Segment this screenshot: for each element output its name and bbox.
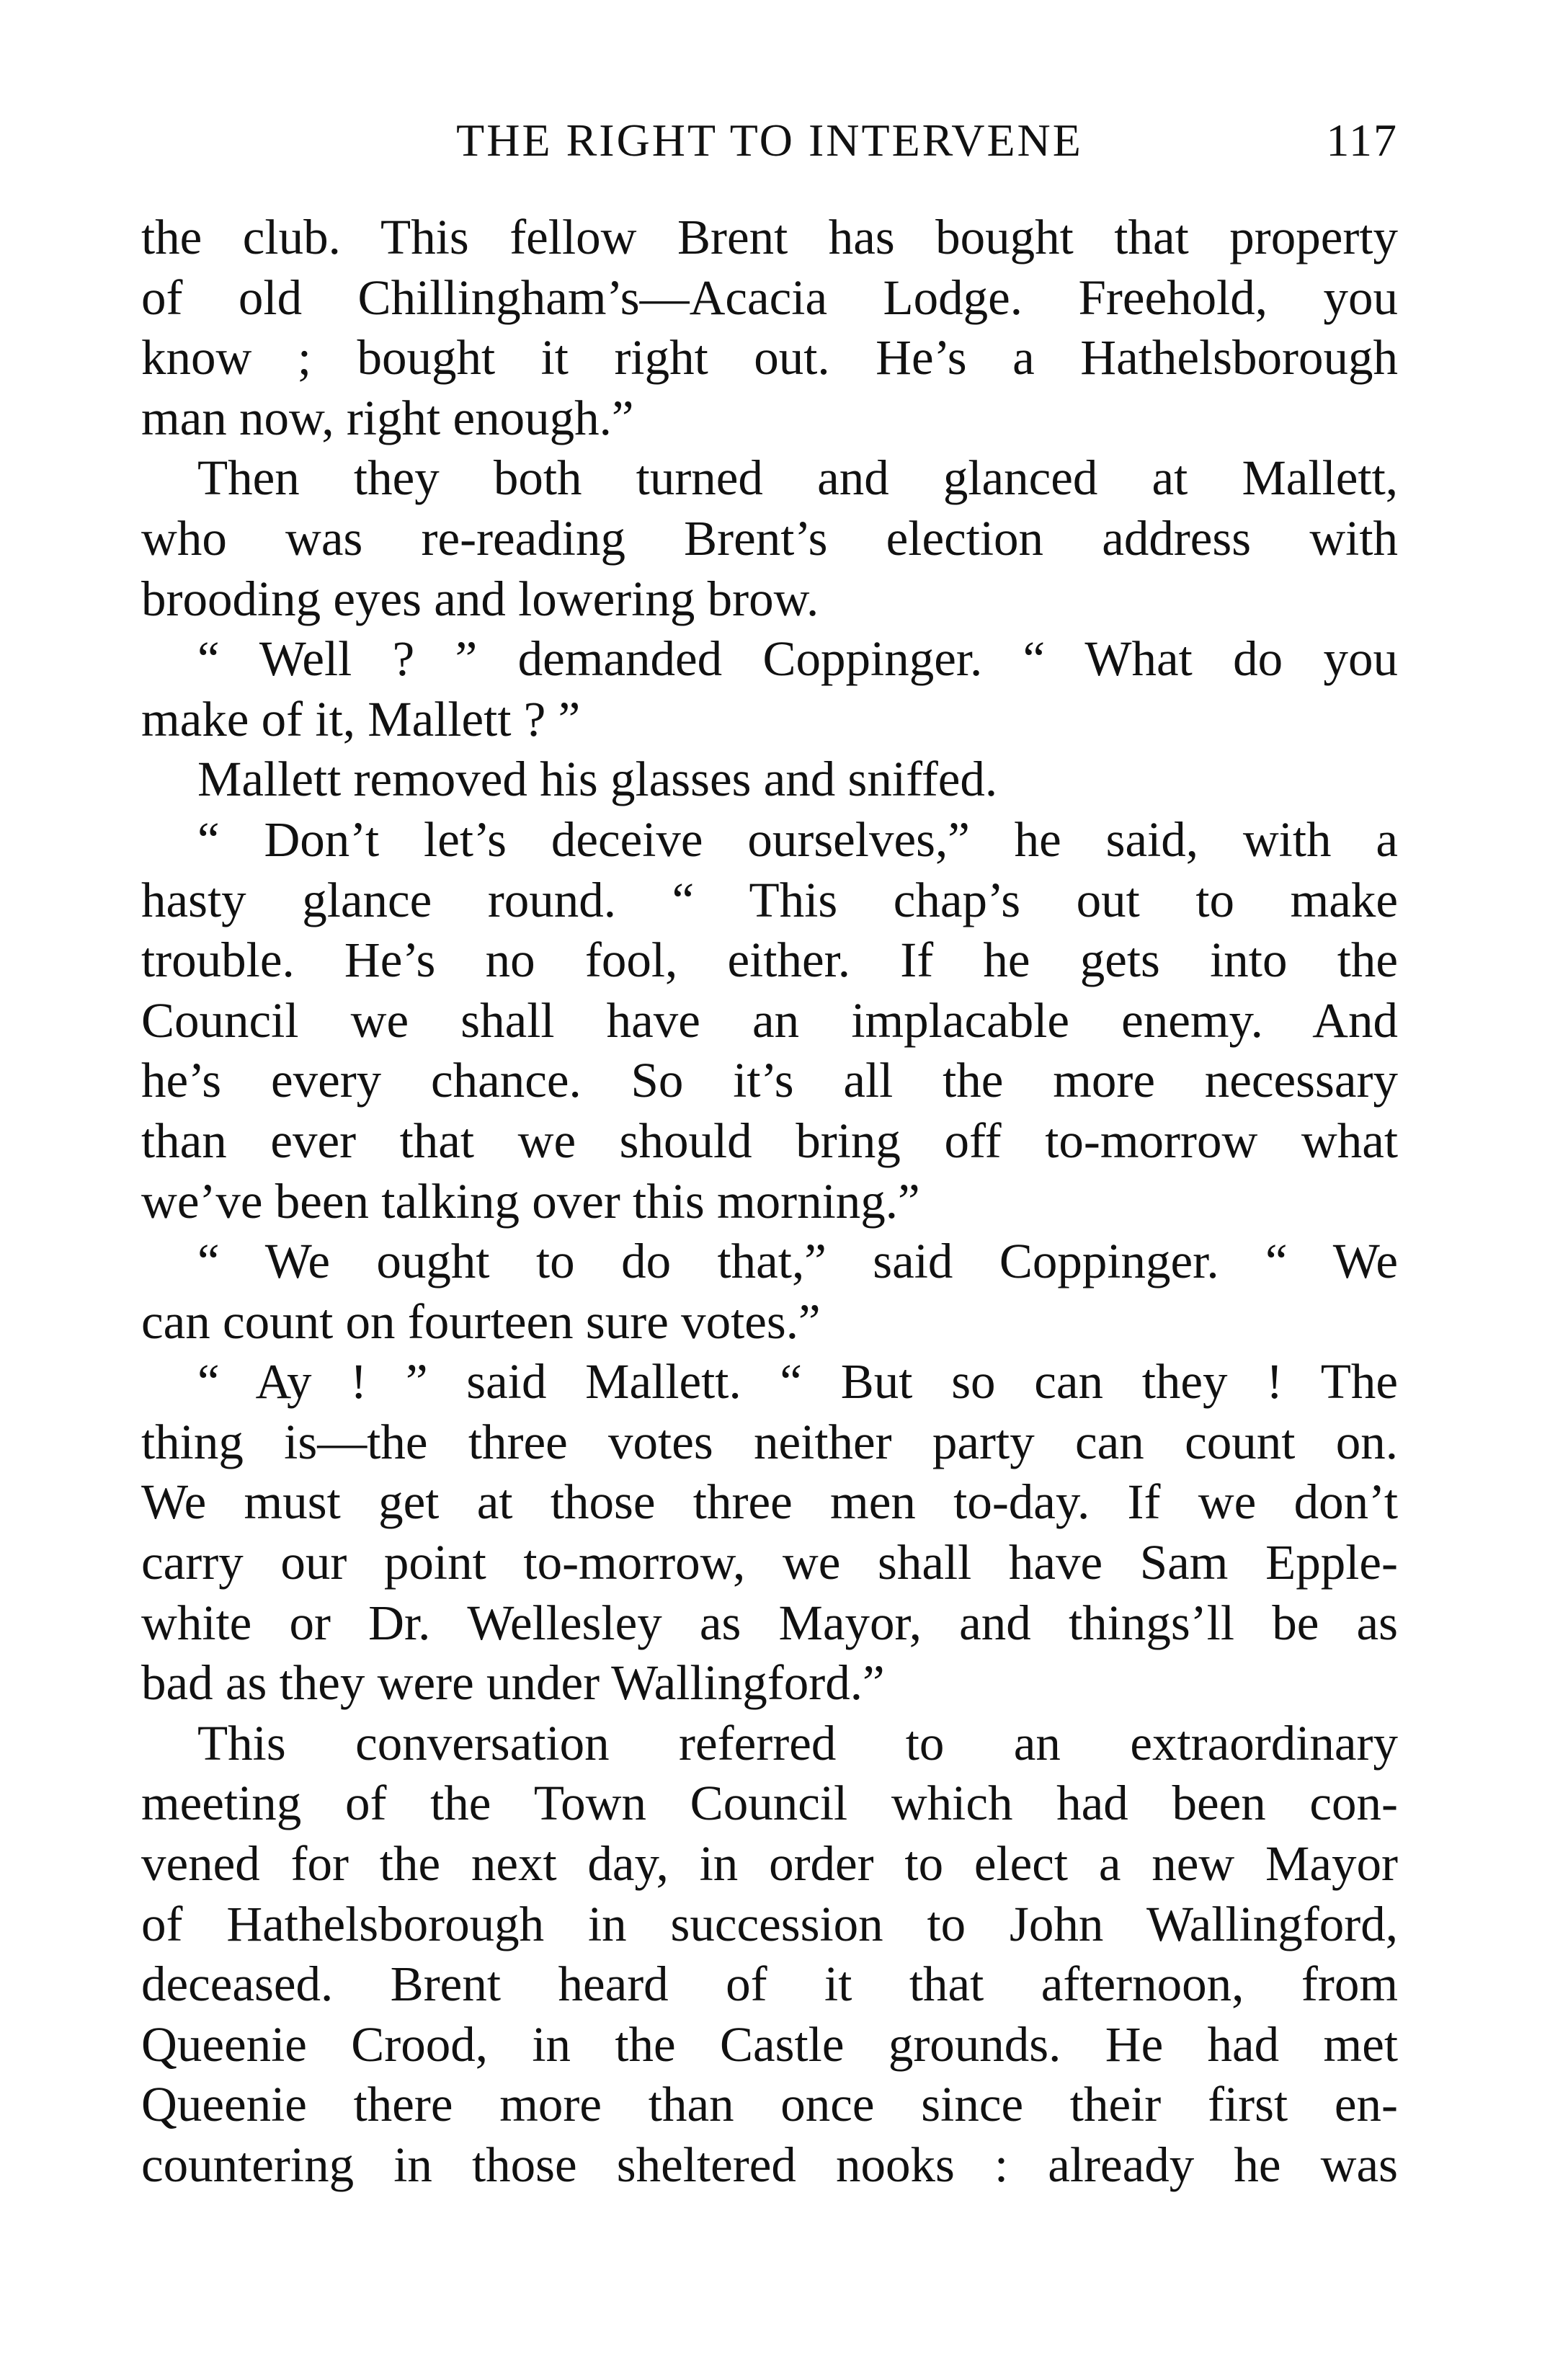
- text-line: vened for the next day, in order to elect a new Mayor: [141, 1836, 1398, 1892]
- text-line: meeting of the Town Council which had been con-: [141, 1776, 1398, 1831]
- text-line: “ Well ? ” demanded Coppinger. “ What do you: [197, 631, 1398, 687]
- text-line: man now, right enough.”: [141, 390, 634, 445]
- text-line: Council we shall have an implacable enemy. And: [141, 992, 1398, 1048]
- text-line: know ; bought it right out. He’s a Hathelsborough: [141, 330, 1398, 386]
- text-line: can count on fourteen sure votes.”: [141, 1294, 821, 1349]
- text-line: “ We ought to do that,” said Coppinger. “ We: [197, 1234, 1398, 1289]
- text-line: This conversation referred to an extraordinary: [197, 1715, 1398, 1771]
- page-header: [141, 108, 1398, 173]
- text-line: Queenie there more than once since their first en-: [141, 2077, 1398, 2132]
- text-line: of old Chillingham’s—Acacia Lodge. Freehold, you: [141, 270, 1398, 325]
- text-line: the club. This fellow Brent has bought that property: [141, 210, 1398, 264]
- text-line: of Hathelsborough in succession to John Wallingford,: [141, 1896, 1398, 1951]
- text-line: Queenie Crood, in the Castle grounds. He had met: [141, 2016, 1398, 2072]
- text-line: we’ve been talking over this morning.”: [141, 1173, 920, 1229]
- text-line: white or Dr. Wellesley as Mayor, and things’ll be as: [141, 1595, 1398, 1650]
- text-line: who was re-reading Brent’s election address with: [141, 510, 1398, 566]
- body-text: [141, 208, 1398, 2196]
- text-line: trouble. He’s no fool, either. If he gets into the: [141, 932, 1398, 988]
- running-head: THE RIGHT TO INTERVENE: [456, 115, 1083, 166]
- text-line: deceased. Brent heard of it that afternoon, from: [141, 1956, 1398, 2012]
- page-number: 117: [1326, 115, 1398, 166]
- text-line: hasty glance round. “ This chap’s out to make: [141, 872, 1398, 927]
- text-line: carry our point to-morrow, we shall have Sam Epple-: [141, 1535, 1398, 1590]
- text-line: Then they both turned and glanced at Mallett,: [197, 450, 1398, 506]
- text-line: “ Ay ! ” said Mallett. “ But so can they ! The: [197, 1354, 1398, 1410]
- text-line: make of it, Mallett ? ”: [141, 691, 581, 747]
- text-line: “ Don’t let’s deceive ourselves,” he said, with a: [197, 811, 1398, 867]
- text-line: countering in those sheltered nooks : already he was: [141, 2137, 1398, 2192]
- text-line: he’s every chance. So it’s all the more necessary: [141, 1053, 1398, 1108]
- text-line: Mallett removed his glasses and sniffed.: [197, 752, 998, 807]
- text-line: than ever that we should bring off to-morrow what: [141, 1113, 1398, 1168]
- text-line: brooding eyes and lowering brow.: [141, 571, 819, 626]
- text-line: We must get at those three men to-day. If we don’t: [141, 1474, 1398, 1530]
- text-line: thing is—the three votes neither party can count on.: [141, 1414, 1398, 1469]
- text-line: bad as they were under Wallingford.”: [141, 1655, 885, 1711]
